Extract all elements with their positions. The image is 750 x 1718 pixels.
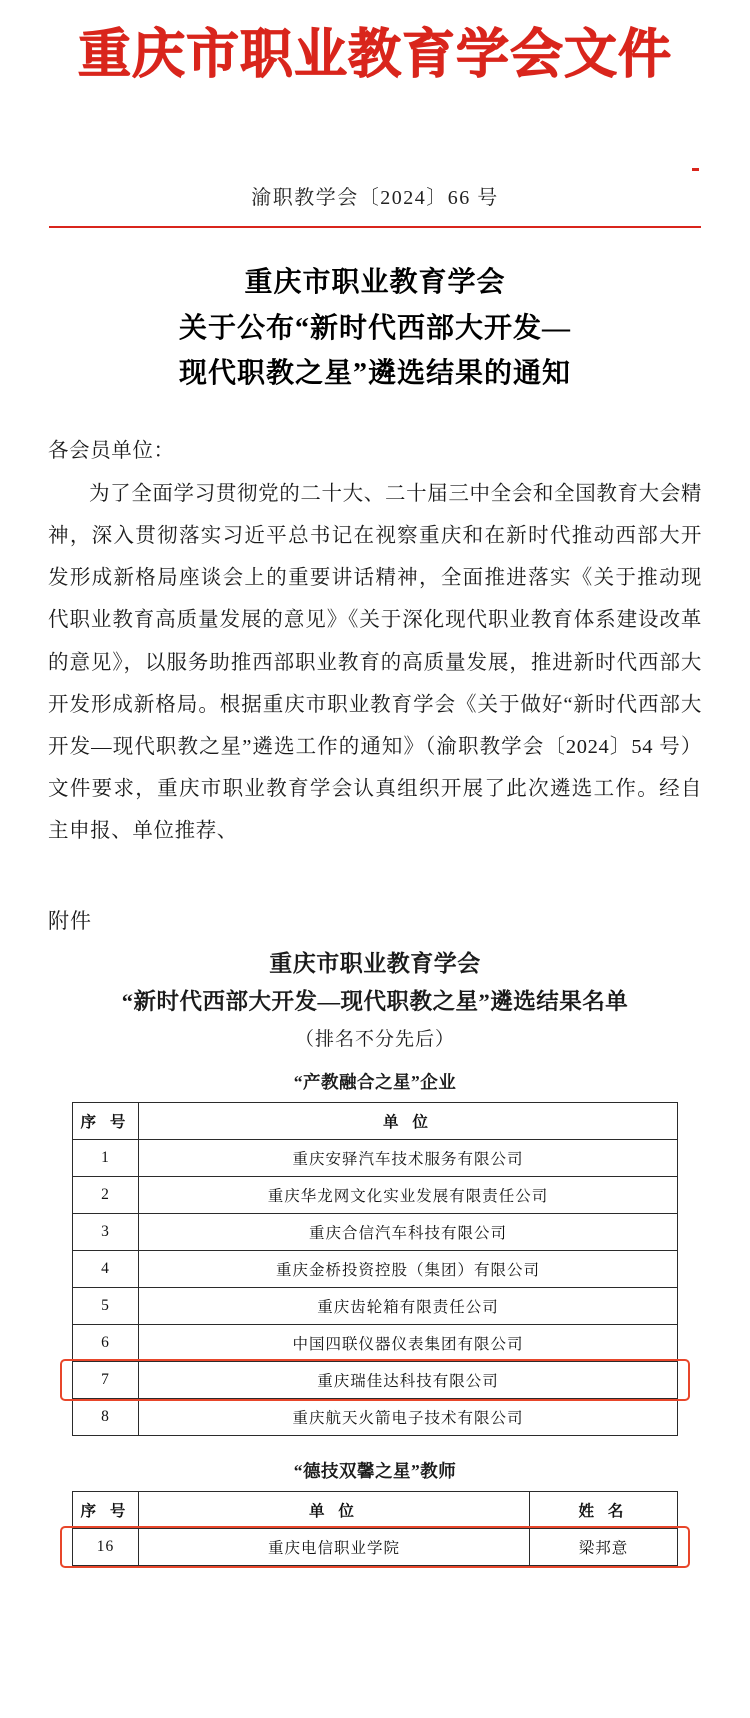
section-caption-teacher: “德技双馨之星”教师 (293, 1461, 457, 1482)
cell-no: 8 (73, 1399, 139, 1436)
salutation: 各会员单位： (48, 440, 175, 463)
table-header-row (73, 1492, 678, 1529)
table-row-highlighted (73, 1362, 678, 1399)
table-header-no: 序 号 (73, 1492, 139, 1529)
cell-no: 4 (73, 1251, 139, 1288)
page-title-line-2: 关于公布“新时代西部大开发— (178, 312, 571, 344)
table-header-unit: 单 位 (139, 1492, 530, 1529)
table-row (73, 1214, 678, 1251)
teacher-table-wrapper (72, 1491, 678, 1566)
body-paragraph-1: 为了全面学习贯彻党的二十大、二十届三中全会和全国教育大会精神，深入贯彻落实习近平总书记在视察重庆和在新时代推动西部大开发形成新格局座谈会上的重要讲话精神，全面推进落实《关于推动现代职业教育高质量发展的意见》《关于深化现代职业教育体系建设改革的意见》，以服务助推西部职业教育的高质量发展，推进新时代西部大开发形成新格局。根据重庆市职业教育学会《关于做好“新时代西部大开发—现代职教之星”遴选工作的通知》（渝职教学会〔2024〕54 号）文件要求，重庆市职业教育学会认真组织开展了此次遴选工作。经自主申报、单位推荐、 (48, 482, 702, 843)
cell-no: 5 (73, 1288, 139, 1325)
masthead (0, 0, 750, 89)
table-row (73, 1399, 678, 1436)
cell-no: 2 (73, 1177, 139, 1214)
attachment-subtitle: （排名不分先后） (294, 1029, 455, 1051)
cell-no: 6 (73, 1325, 139, 1362)
table-row (73, 1140, 678, 1177)
cell-unit: 重庆合信汽车科技有限公司 (139, 1214, 678, 1251)
enterprise-table-wrapper (72, 1102, 678, 1436)
cell-unit: 重庆瑞佳达科技有限公司 (139, 1362, 678, 1399)
attachment-title-line-1: 重庆市职业教育学会 (269, 950, 481, 976)
cell-unit: 重庆航天火箭电子技术有限公司 (139, 1399, 678, 1436)
table-row-highlighted (73, 1529, 678, 1566)
enterprise-table (72, 1102, 678, 1436)
section-caption-enterprise: “产教融合之星”企业 (293, 1072, 457, 1093)
cell-no: 1 (73, 1140, 139, 1177)
cell-unit: 重庆齿轮箱有限责任公司 (139, 1288, 678, 1325)
table-header-row (73, 1103, 678, 1140)
cell-unit: 中国四联仪器仪表集团有限公司 (139, 1325, 678, 1362)
cell-unit: 重庆金桥投资控股（集团）有限公司 (139, 1251, 678, 1288)
cell-no: 7 (73, 1362, 139, 1399)
attachment-title (0, 945, 750, 1021)
page-title-line-1: 重庆市职业教育学会 (244, 267, 506, 299)
cell-no: 3 (73, 1214, 139, 1251)
table-row (73, 1177, 678, 1214)
red-dot-mark (692, 168, 699, 171)
attachment-label: 附件 (48, 908, 92, 933)
red-divider-line (49, 226, 701, 228)
page-title (0, 260, 750, 396)
table-header-no: 序 号 (73, 1103, 139, 1140)
document-number: 渝职教学会〔2024〕66 号 (251, 187, 499, 210)
table-row (73, 1251, 678, 1288)
attachment-title-line-2: “新时代西部大开发—现代职教之星”遴选结果名单 (121, 988, 629, 1014)
table-header-name: 姓 名 (530, 1492, 678, 1529)
body-text (48, 430, 702, 852)
cell-unit: 重庆安驿汽车技术服务有限公司 (139, 1140, 678, 1177)
cell-no: 16 (73, 1529, 139, 1566)
cell-name: 梁邦意 (530, 1529, 678, 1566)
table-row (73, 1288, 678, 1325)
cell-unit: 重庆华龙网文化实业发展有限责任公司 (139, 1177, 678, 1214)
table-row (73, 1325, 678, 1362)
page-title-line-3: 现代职教之星”遴选结果的通知 (178, 358, 571, 390)
cell-unit: 重庆电信职业学院 (139, 1529, 530, 1566)
masthead-title: 重庆市职业教育学会文件 (78, 26, 672, 84)
table-header-unit: 单 位 (139, 1103, 678, 1140)
document-number-block (0, 181, 750, 228)
teacher-table (72, 1491, 678, 1566)
